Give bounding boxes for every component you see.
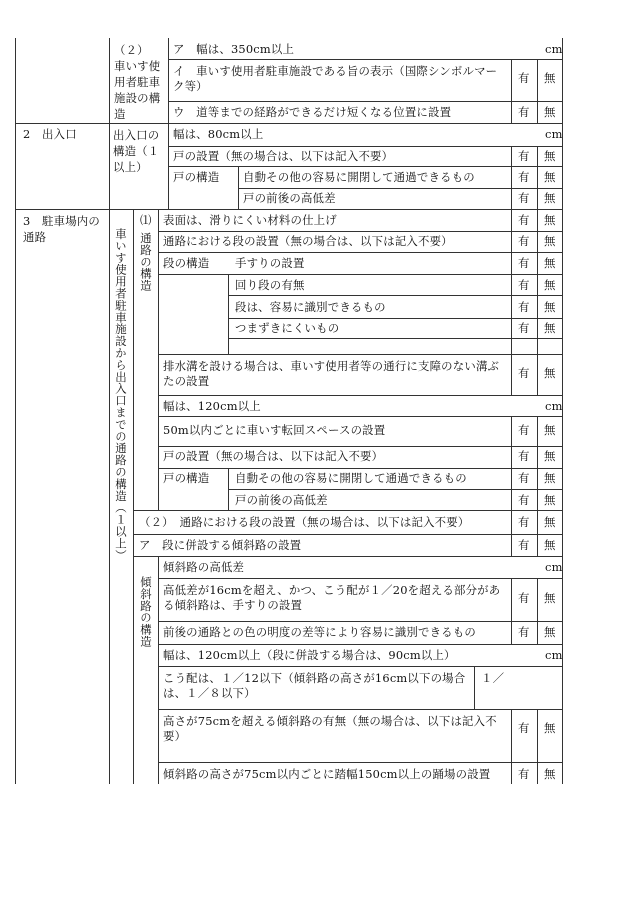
row-divider	[158, 666, 563, 667]
row-text: 50m以内ごとに車いす転回スペースの設置	[163, 423, 386, 437]
row-divider	[228, 295, 563, 296]
row-divider	[158, 578, 563, 579]
yes-col-divider	[511, 59, 512, 123]
row-text: つまずきにくいもの	[235, 321, 340, 335]
row-text: こう配は、１／12以下（傾斜路の高さが16cm以下の場合は、１／８以下）	[163, 671, 466, 700]
row-divider	[158, 395, 563, 396]
row-divider	[133, 556, 563, 557]
unit-label: cm	[545, 42, 563, 56]
route-vertical-label: 車いす使用者駐車施設から出入口までの通路の構造（１以上）	[114, 228, 128, 562]
sub-label: 段の構造	[163, 256, 210, 270]
unit-label: cm	[545, 560, 563, 574]
no-option[interactable]: 無	[544, 149, 556, 163]
row-divider	[228, 338, 563, 339]
table-border-left	[15, 38, 16, 784]
row-text: 表面は、滑りにくい材料の仕上げ	[163, 213, 337, 227]
no-option[interactable]: 無	[544, 278, 556, 292]
no-col-divider	[537, 146, 538, 209]
no-option[interactable]: 無	[544, 493, 556, 507]
no-option[interactable]: 無	[544, 300, 556, 314]
no-option[interactable]: 無	[544, 591, 556, 605]
no-option[interactable]: 無	[544, 234, 556, 248]
yes-option[interactable]: 有	[518, 149, 530, 163]
row-divider	[238, 188, 563, 189]
row-text: 自動その他の容易に開閉して通過できるもの	[243, 170, 475, 184]
row-divider	[158, 354, 563, 355]
checklist-table	[15, 38, 563, 784]
col-divider	[109, 209, 110, 784]
section-number: 3 駐車場内の通路	[23, 214, 100, 244]
row-text: 傾斜路の高さが75cm以内ごとに踏幅150cm以上の踊場の設置	[163, 767, 491, 781]
row-divider	[15, 123, 563, 124]
row-divider	[158, 274, 563, 275]
no-option[interactable]: 無	[544, 449, 556, 463]
row-text: 排水溝を設ける場合は、車いす使用者等の通行に支障のない溝ぶたの設置	[163, 359, 500, 388]
yes-col-divider	[511, 209, 512, 395]
yes-col-divider	[511, 709, 512, 784]
row-divider	[168, 166, 563, 167]
yes-option[interactable]: 有	[518, 278, 530, 292]
yes-col-divider	[511, 146, 512, 209]
col-divider	[158, 556, 159, 784]
row-divider	[158, 416, 563, 417]
unit-label: cm	[545, 648, 563, 662]
no-option[interactable]: 無	[544, 515, 556, 529]
section-label: 出入口の構造（１以上）	[113, 128, 160, 174]
row-divider	[158, 644, 563, 645]
col-divider	[158, 209, 159, 510]
no-option[interactable]: 無	[544, 321, 556, 335]
yes-option[interactable]: 有	[518, 213, 530, 227]
row-divider	[133, 534, 563, 535]
yes-option[interactable]: 有	[518, 191, 530, 205]
row-divider	[168, 59, 563, 60]
no-col-divider	[537, 709, 538, 784]
unit-label: cm	[545, 127, 563, 141]
row-text: 幅は、120cm以上	[163, 399, 261, 413]
no-option[interactable]: 無	[544, 213, 556, 227]
row-text: 高低差が16cmを超え、かつ、こう配が１／20を超える部分がある傾斜路は、手すりの設置	[163, 583, 501, 612]
yes-option[interactable]: 有	[518, 423, 530, 437]
row-divider	[158, 231, 563, 232]
row-divider	[228, 318, 563, 319]
no-option[interactable]: 無	[544, 423, 556, 437]
row-divider	[158, 709, 563, 710]
yes-option[interactable]: 有	[518, 721, 530, 735]
sub-label: 通路の構造	[139, 232, 153, 292]
yes-col-divider	[511, 416, 512, 556]
no-option[interactable]: 無	[544, 625, 556, 639]
yes-option[interactable]: 有	[518, 493, 530, 507]
row-text: 回り段の有無	[235, 278, 305, 292]
row-text: 段は、容易に識別できるもの	[235, 300, 386, 314]
row-divider	[158, 446, 563, 447]
no-option[interactable]: 無	[544, 191, 556, 205]
slope-value-divider	[474, 666, 475, 709]
yes-option[interactable]: 有	[518, 105, 530, 119]
row-text: 戸の設置（無の場合は、以下は記入不要）	[173, 149, 394, 163]
no-option[interactable]: 無	[544, 366, 556, 380]
row-divider	[168, 146, 563, 147]
yes-option[interactable]: 有	[518, 538, 530, 552]
col-divider	[228, 274, 229, 354]
no-col-divider	[537, 59, 538, 123]
sub-label: 戸の構造	[163, 471, 210, 485]
yes-option[interactable]: 有	[518, 300, 530, 314]
row-divider	[158, 252, 563, 253]
row-text: 高さが75cmを超える傾斜路の有無（無の場合は、以下は記入不要）	[163, 714, 497, 743]
row-text: イ 車いす使用者駐車施設である旨の表示（国際シンボルマーク等）	[173, 64, 498, 93]
no-col-divider	[537, 209, 538, 395]
yes-col-divider	[511, 578, 512, 644]
row-text: 戸の前後の高低差	[243, 191, 336, 205]
row-text: 手すりの設置	[235, 256, 305, 270]
row-text: ア 段に併設する傾斜路の設置	[139, 538, 302, 552]
section-label: （２） 車いす使用者駐車施設の構造	[114, 43, 161, 121]
slope-value[interactable]: １／	[481, 671, 505, 685]
yes-option[interactable]: 有	[518, 767, 530, 781]
no-option[interactable]: 無	[544, 721, 556, 735]
no-col-divider	[537, 416, 538, 556]
section-number: 2 出入口	[23, 127, 77, 141]
no-option[interactable]: 無	[544, 256, 556, 270]
row-divider	[133, 510, 563, 511]
row-divider	[158, 621, 563, 622]
yes-option[interactable]: 有	[518, 321, 530, 335]
row-divider	[228, 489, 563, 490]
row-text: 前後の通路との色の明度の差等により容易に識別できるもの	[163, 625, 476, 639]
yes-option[interactable]: 有	[518, 591, 530, 605]
no-col-divider	[537, 578, 538, 644]
row-text: 自動その他の容易に開閉して通過できるもの	[235, 471, 467, 485]
yes-option[interactable]: 有	[518, 71, 530, 85]
col-divider	[133, 209, 134, 784]
no-option[interactable]: 無	[544, 105, 556, 119]
yes-option[interactable]: 有	[518, 234, 530, 248]
no-option[interactable]: 無	[544, 767, 556, 781]
row-text: ウ 道等までの経路ができるだけ短くなる位置に設置	[173, 105, 452, 119]
unit-label: cm	[545, 399, 563, 413]
yes-option[interactable]: 有	[518, 515, 530, 529]
yes-option[interactable]: 有	[518, 170, 530, 184]
yes-option[interactable]: 有	[518, 471, 530, 485]
row-text: （２） 通路における段の設置（無の場合は、以下は記入不要）	[139, 515, 470, 529]
sub-number: ⑴	[140, 213, 152, 227]
row-divider	[158, 762, 563, 763]
sub-label: 傾斜路の構造	[139, 576, 153, 648]
row-text: 戸の設置（無の場合は、以下は記入不要）	[163, 449, 384, 463]
row-text: 幅は、80cm以上	[173, 127, 264, 141]
row-text: 通路における段の設置（無の場合は、以下は記入不要）	[163, 234, 453, 248]
no-option[interactable]: 無	[544, 471, 556, 485]
row-divider	[15, 209, 563, 210]
no-option[interactable]: 無	[544, 71, 556, 85]
yes-option[interactable]: 有	[518, 449, 530, 463]
yes-option[interactable]: 有	[518, 625, 530, 639]
yes-option[interactable]: 有	[518, 366, 530, 380]
row-divider	[168, 101, 563, 102]
row-text: 傾斜路の高低差	[163, 560, 245, 574]
no-option[interactable]: 無	[544, 538, 556, 552]
row-text: ア 幅は、350cm以上	[173, 42, 295, 56]
no-option[interactable]: 無	[544, 170, 556, 184]
yes-option[interactable]: 有	[518, 256, 530, 270]
sub-label: 戸の構造	[173, 170, 220, 184]
row-text: 幅は、120cm以上（段に併設する場合は、90cm以上）	[163, 648, 456, 662]
row-divider	[158, 468, 563, 469]
row-text: 戸の前後の高低差	[235, 493, 328, 507]
